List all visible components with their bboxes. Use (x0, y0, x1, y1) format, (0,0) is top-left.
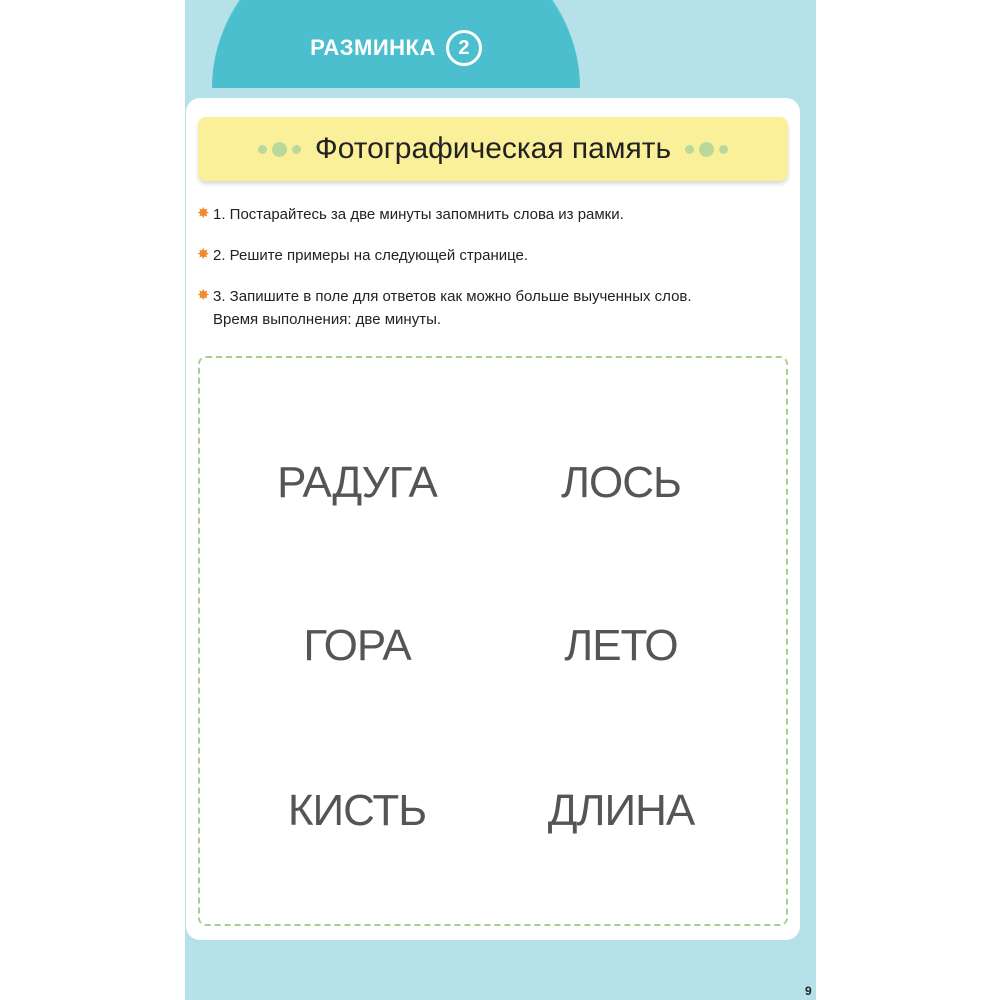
instructions-list (197, 203, 787, 349)
dot (685, 145, 694, 154)
section-title: РАЗМИНКА (310, 35, 436, 60)
exercise-title: Фотографическая память (314, 132, 672, 165)
dot (272, 142, 287, 157)
memory-word: КИСТЬ (287, 786, 427, 835)
star-bullet-icon: ✸ (197, 287, 210, 304)
instruction-item (197, 244, 787, 267)
memory-word: ГОРА (303, 621, 411, 670)
right-dots-decoration (685, 142, 728, 157)
section-number-badge: 2 (446, 30, 482, 66)
section-header (212, 0, 580, 88)
instruction-item (197, 203, 787, 226)
instruction-item (197, 285, 787, 331)
star-bullet-icon: ✸ (197, 246, 210, 263)
memory-word: ДЛИНА (547, 786, 695, 835)
dot (292, 145, 301, 154)
words-frame (198, 356, 788, 926)
page-number: 9 (805, 984, 812, 998)
dot (719, 145, 728, 154)
left-dots-decoration (258, 142, 301, 157)
star-bullet-icon: ✸ (197, 205, 210, 222)
instruction-text: 1. Постарайтесь за две минуты запомнить слова из рамки. (213, 206, 624, 223)
exercise-title-banner (198, 117, 788, 181)
instruction-text: 3. Запишите в поле для ответов как можно больше выученных слов. Время выполнения: две минуты. (213, 288, 692, 328)
memory-word: ЛОСЬ (561, 458, 681, 507)
memory-word: РАДУГА (277, 458, 437, 507)
dot (699, 142, 714, 157)
dot (258, 145, 267, 154)
memory-word: ЛЕТО (564, 621, 678, 670)
instruction-text: 2. Решите примеры на следующей странице. (213, 247, 529, 264)
